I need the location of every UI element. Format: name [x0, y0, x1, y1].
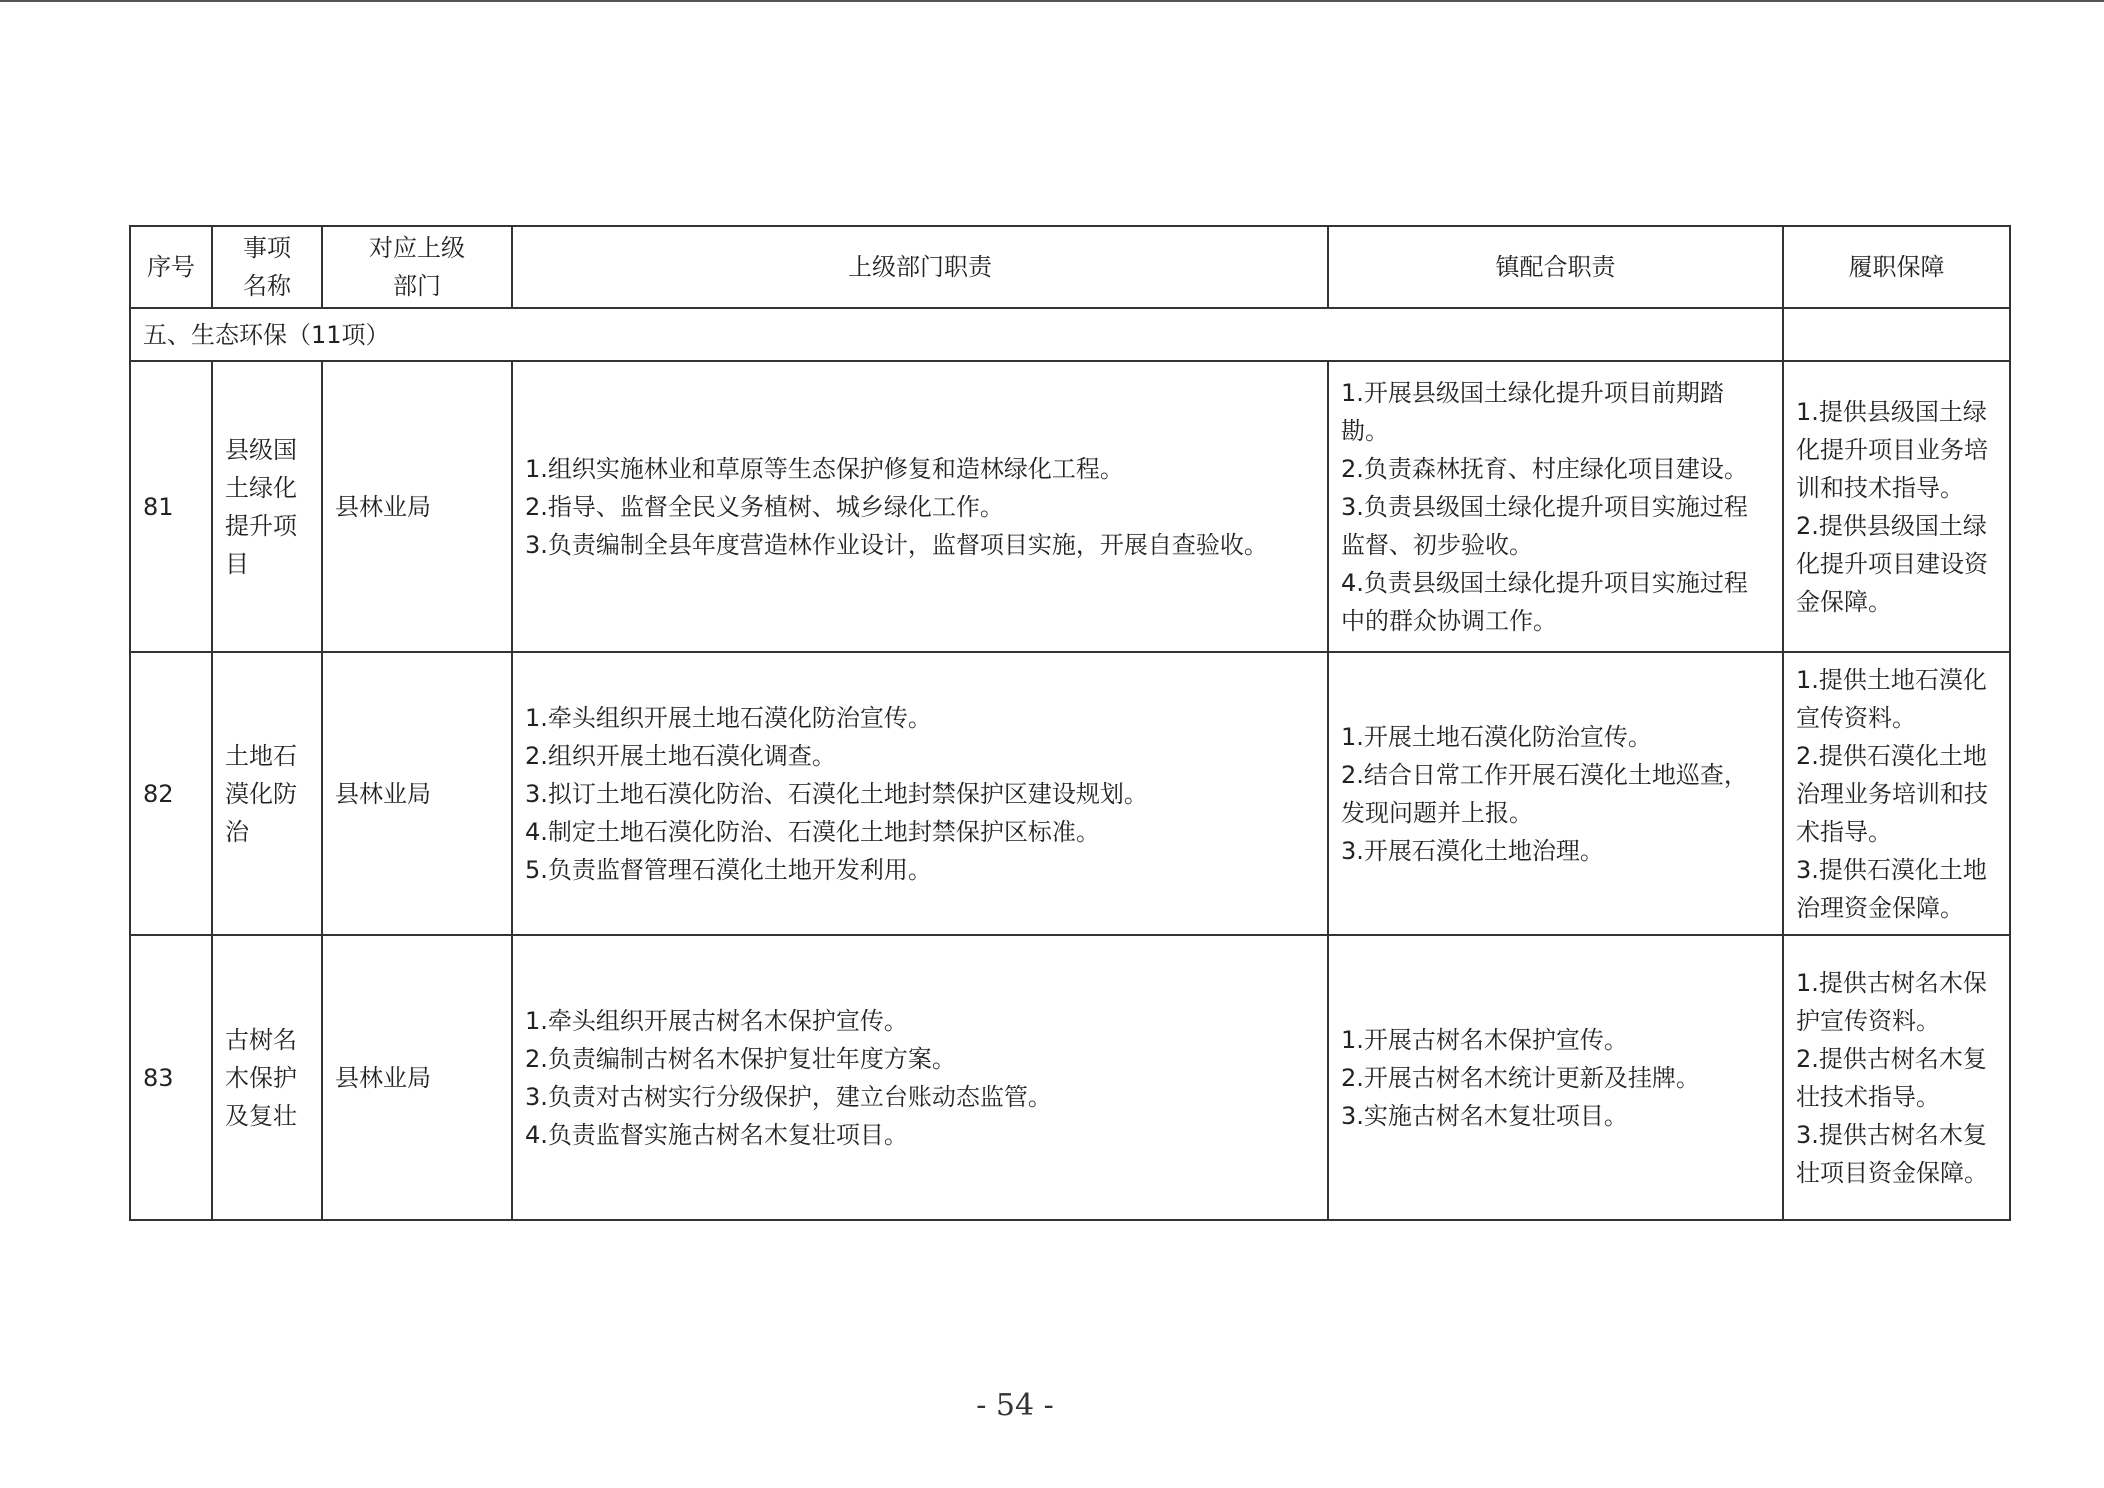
- cell-seq: [130, 935, 212, 1220]
- seq-text: 83: [143, 1063, 174, 1092]
- guarantee-item: 3.提供石漠化土地治理资金保障。: [1796, 855, 1987, 922]
- header-row: [130, 226, 2010, 308]
- duty-item: 2.负责编制古树名木保护复壮年度方案。: [525, 1044, 956, 1073]
- guarantee-item: 2.提供古树名木复壮技术指导。: [1796, 1044, 1987, 1111]
- table-row: [130, 935, 2010, 1220]
- duty-item: 1.牵头组织开展土地石漠化防治宣传。: [525, 703, 932, 732]
- cell-dept: [322, 935, 512, 1220]
- town-item: 3.实施古树名木复壮项目。: [1341, 1101, 1628, 1130]
- town-item: 4.负责县级国土绿化提升项目实施过程中的群众协调工作。: [1341, 568, 1748, 635]
- duty-item: 2.组织开展土地石漠化调查。: [525, 741, 836, 770]
- item-name: 县级国土绿化提升项目: [225, 435, 297, 578]
- town-item: 2.负责森林抚育、村庄绿化项目建设。: [1341, 454, 1748, 483]
- town-item: 1.开展古树名木保护宣传。: [1341, 1025, 1628, 1054]
- cell-guarantee: [1783, 361, 2010, 652]
- cell-name: [212, 652, 322, 935]
- cell-duties: [512, 935, 1328, 1220]
- duty-item: 1.组织实施林业和草原等生态保护修复和造林绿化工程。: [525, 454, 1124, 483]
- page-top-border: [0, 0, 2104, 2]
- town-item: 2.开展古树名木统计更新及挂牌。: [1341, 1063, 1700, 1092]
- guarantee-item: 1.提供土地石漠化宣传资料。: [1796, 665, 1987, 732]
- duty-table: [129, 225, 2011, 1221]
- table-row: [130, 361, 2010, 652]
- header-town: 镇配合职责: [1328, 226, 1783, 308]
- town-item: 2.结合日常工作开展石漠化土地巡查，发现问题并上报。: [1341, 760, 1748, 827]
- section-row: [130, 308, 2010, 361]
- town-item: 3.开展石漠化土地治理。: [1341, 836, 1604, 865]
- duty-item: 4.负责监督实施古树名木复壮项目。: [525, 1120, 908, 1149]
- guarantee-item: 3.提供古树名木复壮项目资金保障。: [1796, 1120, 1988, 1187]
- cell-duties: [512, 361, 1328, 652]
- header-duty: 上级部门职责: [512, 226, 1328, 308]
- duty-item: 3.拟订土地石漠化防治、石漠化土地封禁保护区建设规划。: [525, 779, 1148, 808]
- town-item: 3.负责县级国土绿化提升项目实施过程监督、初步验收。: [1341, 492, 1748, 559]
- item-name: 古树名木保护及复壮: [225, 1025, 297, 1130]
- cell-guarantee: [1783, 652, 2010, 935]
- header-seq: 序号: [130, 226, 212, 308]
- header-name-line: 名称: [243, 272, 291, 300]
- duty-item: 3.负责编制全县年度营造林作业设计，监督项目实施，开展自查验收。: [525, 530, 1268, 559]
- seq-text: 81: [143, 492, 174, 521]
- cell-town: [1328, 652, 1783, 935]
- cell-seq: [130, 361, 212, 652]
- cell-town: [1328, 935, 1783, 1220]
- item-name: 土地石漠化防治: [225, 741, 297, 846]
- guarantee-item: 2.提供县级国土绿化提升项目建设资金保障。: [1796, 511, 1988, 616]
- duty-item: 1.牵头组织开展古树名木保护宣传。: [525, 1006, 908, 1035]
- header-dept-line: 部门: [393, 272, 441, 300]
- town-item: 1.开展县级国土绿化提升项目前期踏勘。: [1341, 378, 1724, 445]
- dept-name: 县林业局: [335, 1063, 431, 1092]
- guarantee-item: 2.提供石漠化土地治理业务培训和技术指导。: [1796, 741, 1988, 846]
- duty-item: 2.指导、监督全民义务植树、城乡绿化工作。: [525, 492, 1004, 521]
- header-guarantee: 履职保障: [1783, 226, 2010, 308]
- header-dept-line: 对应上级: [369, 234, 465, 262]
- duty-item: 3.负责对古树实行分级保护，建立台账动态监管。: [525, 1082, 1052, 1111]
- header-dept: [322, 226, 512, 308]
- cell-town: [1328, 361, 1783, 652]
- dept-name: 县林业局: [335, 492, 431, 521]
- cell-dept: [322, 652, 512, 935]
- page-number: - 54 -: [976, 1388, 1054, 1423]
- header-name: [212, 226, 322, 308]
- duty-item: 5.负责监督管理石漠化土地开发利用。: [525, 855, 932, 884]
- section-empty-cell: [1783, 308, 2010, 361]
- section-title: 五、生态环保（11项）: [130, 308, 1783, 361]
- guarantee-item: 1.提供古树名木保护宣传资料。: [1796, 968, 1987, 1035]
- town-item: 1.开展土地石漠化防治宣传。: [1341, 722, 1652, 751]
- cell-seq: [130, 652, 212, 935]
- header-name-line: 事项: [243, 234, 291, 262]
- dept-name: 县林业局: [335, 779, 431, 808]
- cell-dept: [322, 361, 512, 652]
- cell-name: [212, 935, 322, 1220]
- cell-duties: [512, 652, 1328, 935]
- cell-name: [212, 361, 322, 652]
- seq-text: 82: [143, 779, 174, 808]
- cell-guarantee: [1783, 935, 2010, 1220]
- guarantee-item: 1.提供县级国土绿化提升项目业务培训和技术指导。: [1796, 397, 1988, 502]
- duty-item: 4.制定土地石漠化防治、石漠化土地封禁保护区标准。: [525, 817, 1100, 846]
- table-row: [130, 652, 2010, 935]
